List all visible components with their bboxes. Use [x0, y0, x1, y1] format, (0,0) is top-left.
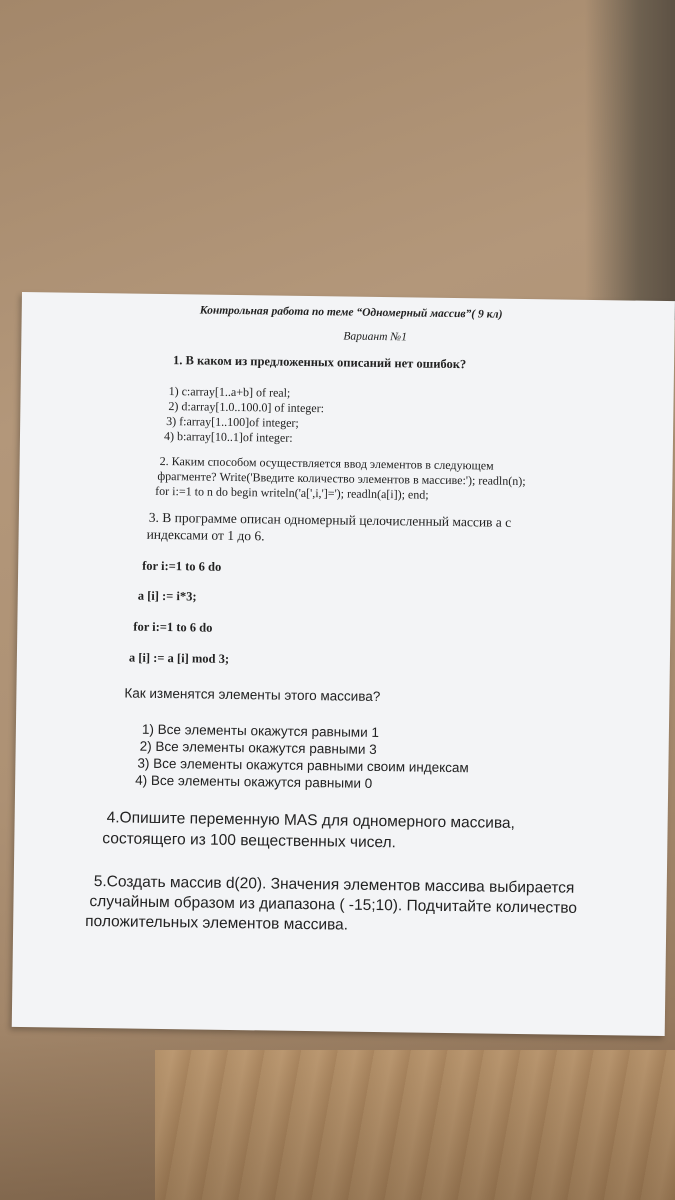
question-5-line-2: случайным образом из диапазона ( -15;10). Подчитайте количество — [89, 893, 578, 917]
q3-option-4: 4) Все элементы окажутся равными 0 — [135, 772, 373, 791]
background-wall — [585, 0, 675, 320]
sheet-title: Контрольная работа по теме “Одномерный массив”( 9 кл) — [199, 304, 503, 321]
question-3-line-1: 3. В программе описан одномерный целочисленный массив a с — [148, 509, 512, 530]
code-line-4: a [i] := a [i] mod 3; — [128, 650, 230, 666]
question-5-line-3: положительных элементов массива. — [85, 912, 349, 934]
background-shadow — [0, 1020, 675, 1200]
q3-option-3: 3) Все элементы окажутся равными своим индексам — [137, 755, 469, 776]
q3-option-2: 2) Все элементы окажутся равными 3 — [139, 738, 377, 757]
question-2-line-1: 2. Каким способом осуществляется ввод элементов в следующем — [159, 453, 494, 473]
question-1: 1. В каком из предложенных описаний нет ошибок? — [172, 353, 467, 372]
question-5-line-1: 5.Создать массив d(20). Значения элементов массива выбирается — [93, 873, 575, 897]
test-sheet — [12, 292, 675, 1036]
question-4-line-1: 4.Опишите переменную MAS для одномерного массива, — [106, 809, 515, 832]
question-2-line-2: фрагменте? Write('Введите количество элементов в массиве:'); readln(n); — [157, 468, 526, 489]
question-4-line-2: состоящего из 100 вещественных чисел. — [102, 830, 397, 852]
q1-option-2: 2) d:array[1.0..100.0] of integer: — [168, 399, 325, 416]
q1-option-3: 3) f:array[1..100]of integer; — [166, 414, 299, 430]
q1-option-1: 1) c:array[1..a+b] of real; — [168, 384, 291, 400]
code-line-1: for i:=1 to 6 do — [142, 558, 222, 574]
variant-label: Вариант №1 — [343, 330, 408, 344]
question-2-line-3: for i:=1 to n do begin writeln('a[',i,']='); readln(a[i]); end; — [155, 483, 429, 502]
question-3-line-2: индексами от 1 до 6. — [146, 526, 265, 544]
code-line-2: a [i] := i*3; — [137, 588, 197, 604]
question-3-prompt: Как изменятся элементы этого массива? — [124, 685, 381, 705]
q1-option-4: 4) b:array[10..1]of integer: — [163, 428, 293, 445]
q3-option-1: 1) Все элементы окажутся равными 1 — [141, 721, 380, 741]
code-line-3: for i:=1 to 6 do — [133, 619, 213, 635]
